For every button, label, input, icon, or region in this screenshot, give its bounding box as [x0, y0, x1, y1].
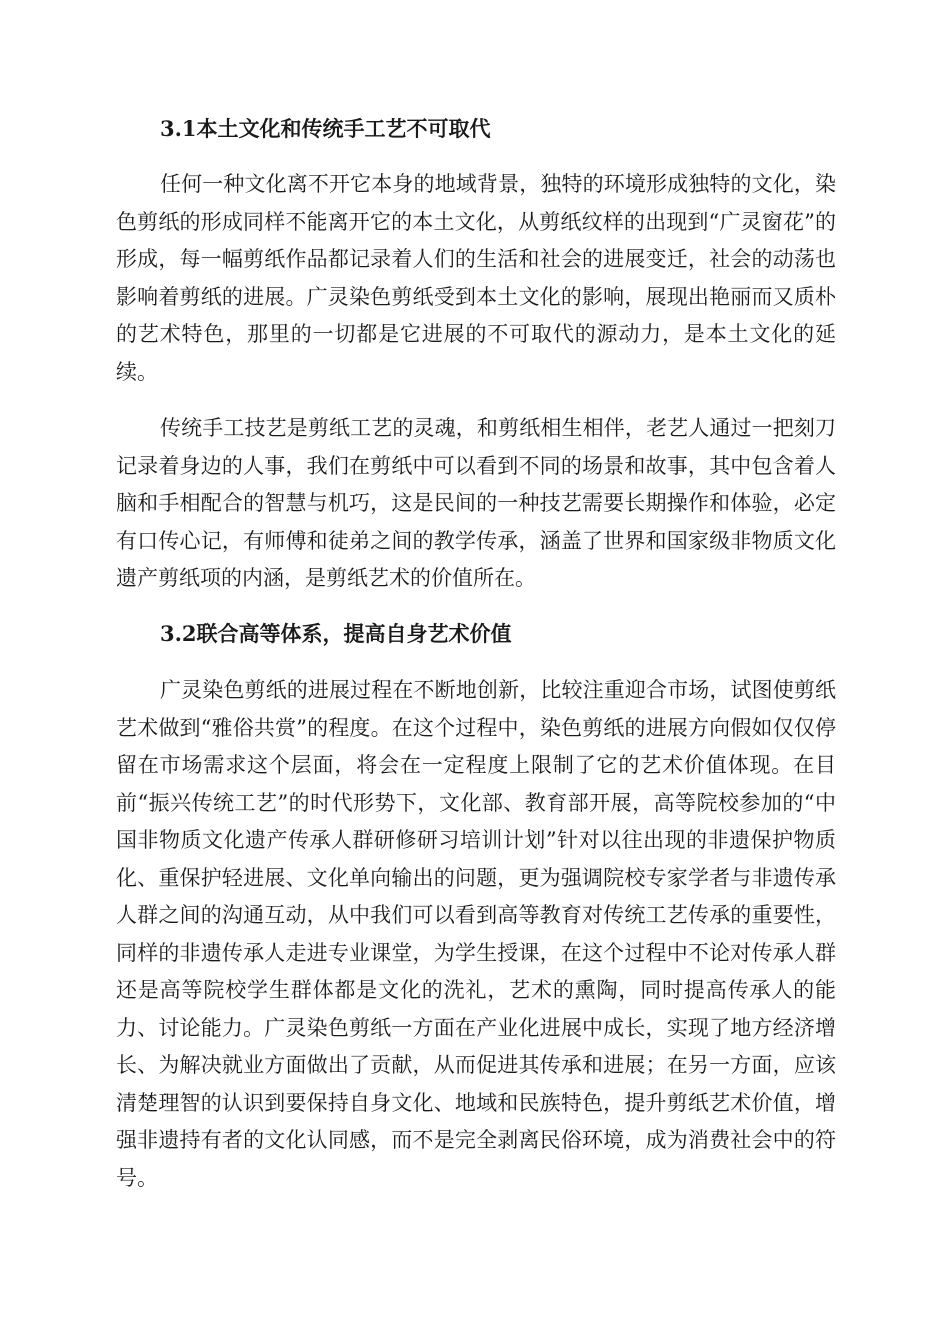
- section-heading-3-1: 3.1本土文化和传统手工艺不可取代: [160, 116, 491, 141]
- section-3-1-paragraph-1: 任何一种文化离不开它本身的地域背景，独特的环境形成独特的文化，染色剪纸的形成同样不能离开它的本土文化，从剪纸纹样的出现到“广灵窗花”的形成，每一幅剪纸作品都记录着人们的生活和社会的进展变迁，社会的动荡也影响着剪纸的进展。广灵染色剪纸受到本土文化的影响，展现出艳丽而又质朴的艺术特色，那里的一切都是它进展的不可取代的源动力，是本土文化的延续。: [116, 172, 836, 384]
- section-3-2-paragraph-1: 广灵染色剪纸的进展过程在不断地创新，比较注重迎合市场，试图使剪纸艺术做到“雅俗共赏”的程度。在这个过程中，染色剪纸的进展方向假如仅仅停留在市场需求这个层面，将会在一定程度上限制了它的艺术价值体现。在目前“振兴传统工艺”的时代形势下，文化部、教育部开展，高等院校参加的“中国非物质文化遗产传承人群研修研习培训计划”针对以往出现的非遗保护物质化、重保护轻进展、文化单向输出的问题，更为强调院校专家学者与非遗传承人群之间的沟通互动，从中我们可以看到高等教育对传统工艺传承的重要性，同样的非遗传承人走进专业课堂，为学生授课，在这个过程中不论对传承人群还是高等院校学生群体都是文化的洗礼，艺术的熏陶，同时提高传承人的能力、讨论能力。广灵染色剪纸一方面在产业化进展中成长，实现了地方经济增长、为解决就业方面做出了贡献，从而促进其传承和进展；在另一方面，应该清楚理智的认识到要保持自身文化、地域和民族特色，提升剪纸艺术价值，增强非遗持有者的文化认同感，而不是完全剥离民俗环境，成为消费社会中的符号。: [116, 678, 836, 1190]
- section-3-1-paragraph-2: 传统手工技艺是剪纸工艺的灵魂，和剪纸相生相伴，老艺人通过一把刻刀记录着身边的人事，我们在剪纸中可以看到不同的场景和故事，其中包含着人脑和手相配合的智慧与机巧，这是民间的一种技艺需要长期操作和体验，必定有口传心记，有师傅和徒弟之间的教学传承，涵盖了世界和国家级非物质文化遗产剪纸项的内涵，是剪纸艺术的价值所在。: [116, 416, 836, 590]
- section-heading-3-2: 3.2联合高等体系，提高自身艺术价值: [160, 621, 512, 646]
